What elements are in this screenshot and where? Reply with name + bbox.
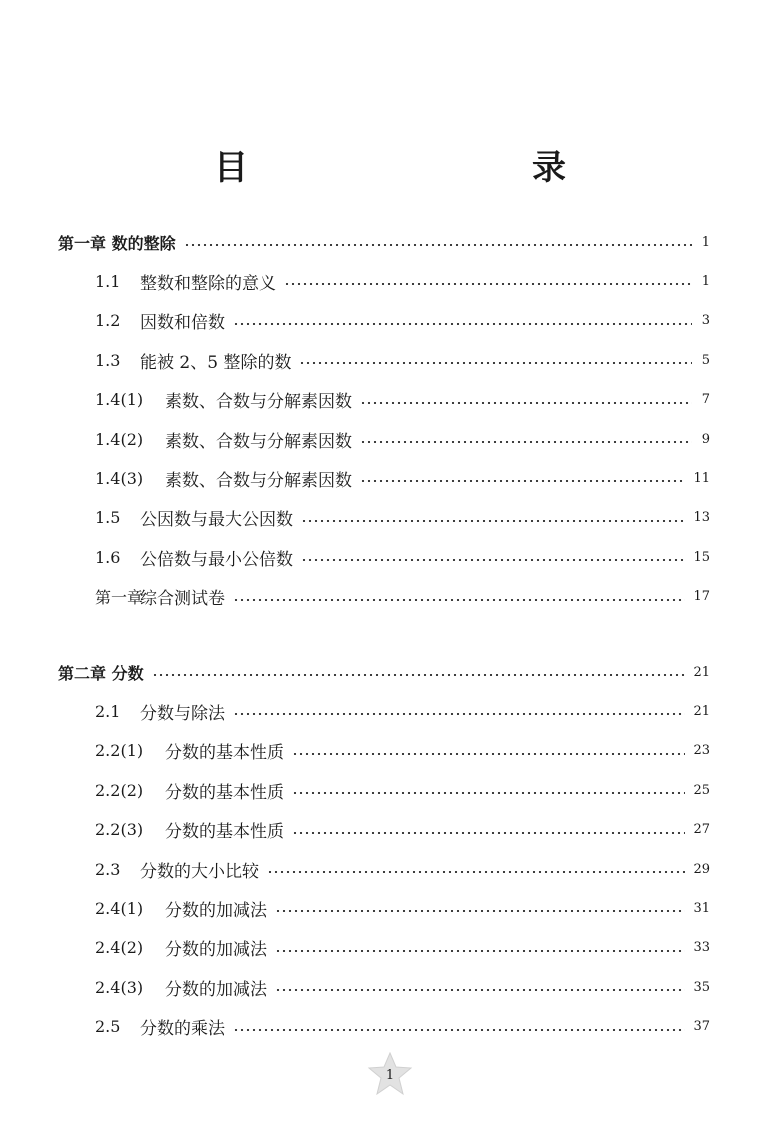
- toc-page-number: 9: [701, 431, 710, 447]
- toc-page-number: 3: [701, 313, 710, 329]
- toc-page-number: 1: [701, 234, 710, 250]
- dot-leader: [184, 244, 692, 246]
- dot-leader: [292, 792, 685, 794]
- dot-leader: [233, 713, 685, 715]
- dot-leader: [233, 1029, 685, 1031]
- toc-page-number: 29: [693, 861, 710, 877]
- toc-entry-title: 分数的基本性质: [165, 822, 284, 843]
- toc-entry-number: 第一章: [95, 588, 144, 608]
- toc-entry-title: 综合测试卷: [140, 589, 225, 610]
- toc-entry-title: 素数、合数与分解素因数: [165, 392, 352, 413]
- toc-entry-title: 分数的乘法: [140, 1019, 225, 1040]
- dot-leader: [233, 323, 692, 325]
- toc-entry-row[interactable]: [95, 265, 710, 297]
- toc-entry-row[interactable]: [95, 462, 710, 494]
- toc-entry-title: 因数和倍数: [140, 313, 225, 334]
- toc-entry-row[interactable]: [95, 735, 710, 767]
- toc-page-number: 15: [693, 549, 710, 565]
- toc-entry-title: 素数、合数与分解素因数: [165, 470, 352, 491]
- dot-leader: [275, 950, 685, 952]
- toc-entry-row[interactable]: [95, 305, 710, 337]
- toc-entry-row[interactable]: [95, 971, 710, 1003]
- toc-entry-title: 分数与除法: [140, 703, 225, 724]
- dot-leader: [292, 753, 685, 755]
- toc-entry-row[interactable]: [95, 814, 710, 846]
- toc-page-number: 21: [693, 703, 710, 719]
- toc-entry-title: 整数和整除的意义: [140, 273, 276, 294]
- toc-entry-row[interactable]: [95, 1011, 710, 1043]
- dot-leader: [152, 674, 686, 676]
- toc-page-number: 11: [693, 470, 710, 486]
- toc-page-number: 7: [701, 392, 710, 408]
- dot-leader: [360, 480, 685, 482]
- toc-entry-title: 分数的大小比较: [140, 861, 259, 882]
- toc-page-number: 25: [693, 782, 710, 798]
- toc-entry-number: 1.5: [95, 508, 121, 528]
- toc-entry-row[interactable]: [95, 892, 710, 924]
- toc-page-number: 13: [693, 510, 710, 526]
- toc-entry-title: 素数、合数与分解素因数: [165, 431, 352, 452]
- dot-leader: [301, 520, 685, 522]
- toc-chapter-title: 第一章 数的整除: [58, 233, 176, 253]
- toc-entry-number: 2.1: [95, 701, 121, 721]
- toc-chapter-row[interactable]: [58, 656, 710, 688]
- toc-page-number: 37: [693, 1019, 710, 1035]
- toc-entry-number: 1.4(3): [95, 468, 144, 488]
- toc-entry-row[interactable]: [95, 502, 710, 534]
- toc-entry-row[interactable]: [95, 423, 710, 455]
- toc-page-number: 27: [693, 822, 710, 838]
- toc-entry-number: 2.2(3): [95, 820, 144, 840]
- toc-entry-row[interactable]: [95, 695, 710, 727]
- page-number: 1: [385, 1068, 395, 1083]
- toc-entry-number: 2.5: [95, 1017, 121, 1037]
- toc-page-number: 31: [693, 900, 710, 916]
- toc-entry-row[interactable]: [95, 774, 710, 806]
- toc-page-number: 17: [693, 589, 710, 605]
- toc-entry-title: 分数的加减法: [165, 940, 267, 961]
- toc-page-number: 33: [693, 940, 710, 956]
- toc-page-number: 23: [693, 743, 710, 759]
- toc-page-number: 35: [693, 979, 710, 995]
- dot-leader: [360, 402, 692, 404]
- toc-entry-title: 能被 2、5 整除的数: [140, 352, 292, 373]
- toc-entry-title: 分数的基本性质: [165, 782, 284, 803]
- toc-chapter-row[interactable]: [58, 226, 710, 258]
- toc-entry-title: 分数的加减法: [165, 900, 267, 921]
- toc-entry-row[interactable]: [95, 853, 710, 885]
- dot-leader: [275, 989, 685, 991]
- dot-leader: [360, 441, 692, 443]
- dot-leader: [284, 283, 692, 285]
- dot-leader: [267, 871, 685, 873]
- dot-leader: [292, 832, 685, 834]
- toc-entry-number: 2.4(2): [95, 938, 144, 958]
- toc-entry-row[interactable]: [95, 932, 710, 964]
- toc-entry-row[interactable]: [95, 344, 710, 376]
- toc-entry-number: 1.2: [95, 311, 121, 331]
- toc-entry-number: 1.1: [95, 271, 121, 291]
- toc-entry-number: 2.2(2): [95, 780, 144, 800]
- toc-entry-title: 分数的基本性质: [165, 743, 284, 764]
- dot-leader: [299, 362, 692, 364]
- toc-entry-number: 1.4(1): [95, 390, 144, 410]
- toc-page-number: 5: [701, 352, 710, 368]
- toc-chapter-title: 第二章 分数: [58, 663, 144, 683]
- dot-leader: [275, 910, 685, 912]
- toc-entry-number: 2.4(1): [95, 898, 144, 918]
- toc-entry-title: 分数的加减法: [165, 979, 267, 1000]
- toc-entry-number: 2.2(1): [95, 741, 144, 761]
- dot-leader: [233, 599, 685, 601]
- toc-entry-title: 公倍数与最小公倍数: [140, 549, 293, 570]
- toc-page-number: 1: [701, 273, 710, 289]
- toc-entry-row[interactable]: [95, 541, 710, 573]
- toc-entry-number: 2.3: [95, 859, 121, 879]
- toc-entry-number: 1.3: [95, 350, 121, 370]
- dot-leader: [301, 559, 685, 561]
- toc-entry-title: 公因数与最大公因数: [140, 510, 293, 531]
- toc-entry-row[interactable]: [95, 384, 710, 416]
- toc-page-number: 21: [693, 664, 710, 680]
- page-title: 目 录: [214, 148, 638, 188]
- toc-entry-number: 1.4(2): [95, 429, 144, 449]
- toc-entry-number: 2.4(3): [95, 977, 144, 997]
- toc-entry-number: 1.6: [95, 547, 121, 567]
- toc-entry-row[interactable]: [95, 581, 710, 613]
